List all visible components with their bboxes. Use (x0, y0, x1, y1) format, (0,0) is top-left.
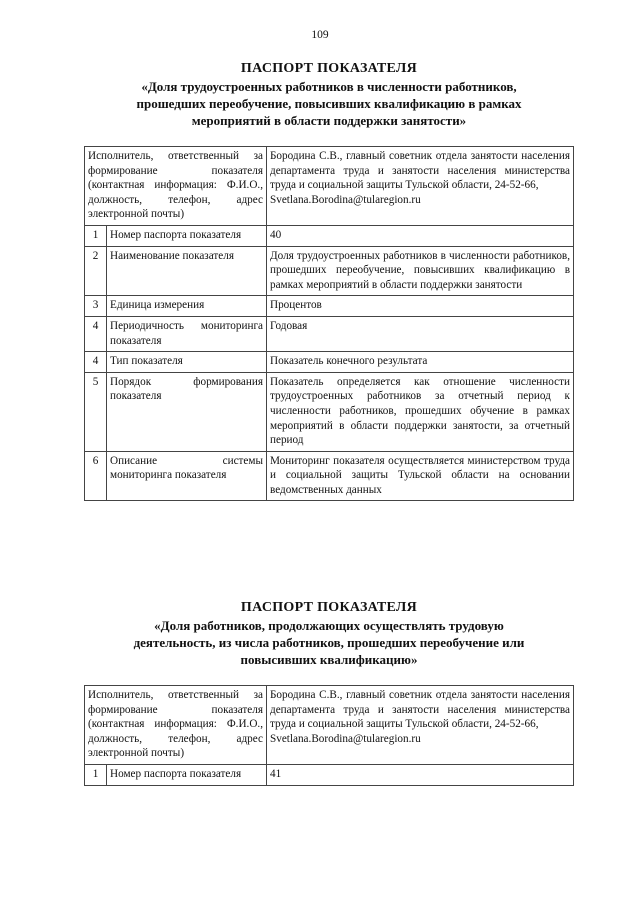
row-number: 5 (85, 372, 107, 451)
table-row (85, 764, 574, 785)
row-label: Единица измерения (107, 296, 267, 317)
row-value: Годовая (267, 316, 574, 351)
row-value: 40 (267, 225, 574, 246)
passport-2-title-line: «Доля работников, продолжающих осуществлять трудовую (154, 618, 504, 633)
executor-email: Svetlana.Borodina@tularegion.ru (270, 193, 421, 206)
row-number: 3 (85, 296, 107, 317)
executor-value-text: Бородина С.В., главный советник отдела занятости населения департамента труда и занятости населения министерства труда и социальной защиты Тульской области, 24-52-66, (270, 150, 570, 192)
passport-2-header: ПАСПОРТ ПОКАЗАТЕЛЯ (240, 600, 418, 615)
table-row (85, 352, 574, 373)
table-row (85, 225, 574, 246)
row-number: 4 (85, 352, 107, 373)
row-number: 1 (85, 764, 107, 785)
row-value: Процентов (267, 296, 574, 317)
row-number: 2 (85, 246, 107, 296)
executor-value (267, 147, 574, 226)
row-value: Доля трудоустроенных работников в численности работников, прошедших переобучение, повысивших квалификацию в рамках мероприятий в области поддержки занятости (267, 246, 574, 296)
table-row (85, 246, 574, 296)
row-label: Наименование показателя (107, 246, 267, 296)
row-label: Номер паспорта показателя (107, 225, 267, 246)
page-number: 109 (311, 29, 329, 41)
executor-row (85, 686, 574, 765)
table-row (85, 451, 574, 501)
row-label: Периодичность мониторинга показателя (107, 316, 267, 351)
row-number: 1 (85, 225, 107, 246)
row-label: Тип показателя (107, 352, 267, 373)
row-label: Описание системы мониторинга показателя (107, 451, 267, 501)
executor-value (267, 686, 574, 765)
passport-1-header: ПАСПОРТ ПОКАЗАТЕЛЯ (240, 61, 418, 76)
passport-1-title (86, 60, 572, 129)
table-row (85, 296, 574, 317)
row-number: 6 (85, 451, 107, 501)
passport-2-title (86, 599, 572, 668)
table-row (85, 316, 574, 351)
passport-1-title-line: прошедших переобучение, повысивших квалификацию в рамках (136, 96, 522, 111)
passport-1-table (84, 146, 574, 501)
executor-label: Исполнитель, ответственный за формирование показателя (контактная информация: Ф.И.О., должность, телефон, адрес электронной почты) (85, 147, 267, 226)
executor-row (85, 147, 574, 226)
passport-2-title-line: повысивших квалификацию» (240, 652, 418, 667)
passport-2-title-line: деятельность, из числа работников, прошедших переобучение или (133, 635, 525, 650)
passport-2-table (84, 685, 574, 786)
row-value: Показатель определяется как отношение численности трудоустроенных работников за отчетный период к численности работников, прошедших обучение в рамках мероприятий в области поддержки занятости, за отчетный период (267, 372, 574, 451)
passport-1-title-line: мероприятий в области поддержки занятости» (191, 113, 467, 128)
row-label: Номер паспорта показателя (107, 764, 267, 785)
executor-value-text: Бородина С.В., главный советник отдела занятости населения департамента труда и занятости населения министерства труда и социальной защиты Тульской области, 24-52-66, (270, 689, 570, 731)
row-value: Показатель конечного результата (267, 352, 574, 373)
table-row (85, 372, 574, 451)
row-label: Порядок формирования показателя (107, 372, 267, 451)
executor-email: Svetlana.Borodina@tularegion.ru (270, 732, 421, 745)
row-value: 41 (267, 764, 574, 785)
row-value: Мониторинг показателя осуществляется министерством труда и социальной защиты Тульской области на основании ведомственных данных (267, 451, 574, 501)
passport-1-title-line: «Доля трудоустроенных работников в численности работников, (141, 79, 517, 94)
row-number: 4 (85, 316, 107, 351)
executor-label: Исполнитель, ответственный за формирование показателя (контактная информация: Ф.И.О., должность, телефон, адрес электронной почты) (85, 686, 267, 765)
